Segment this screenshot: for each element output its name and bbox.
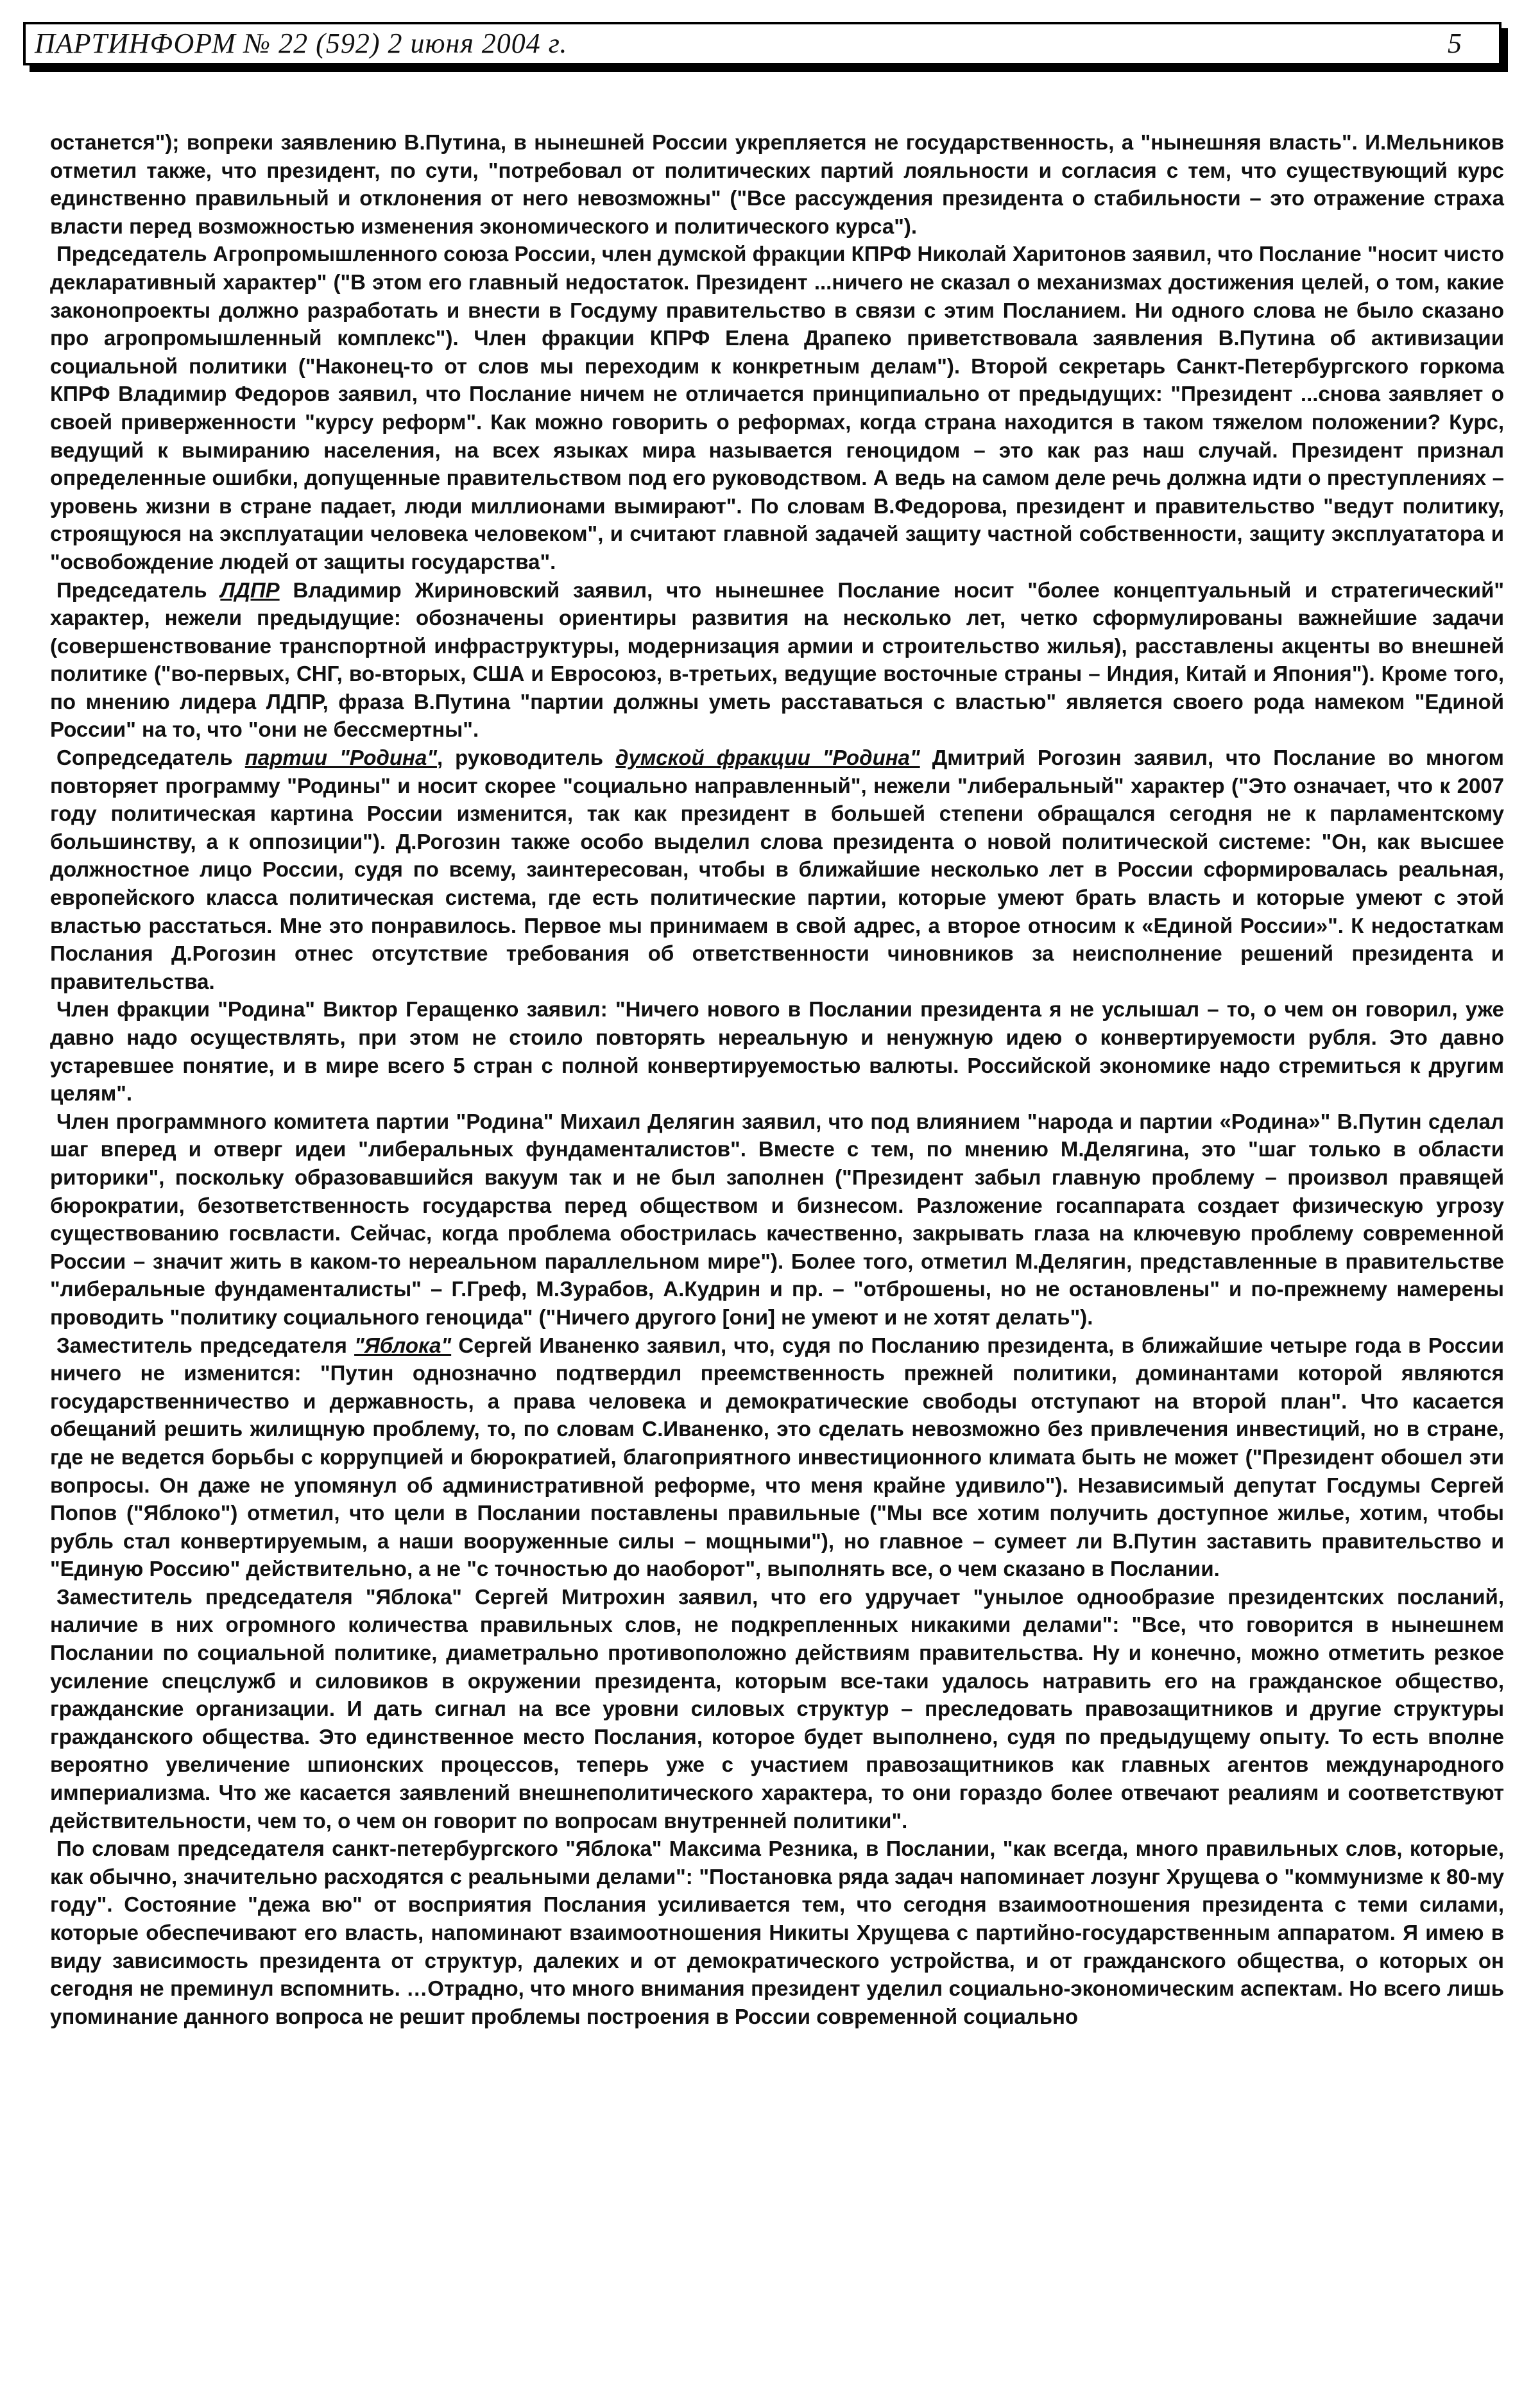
rodina-party-link[interactable]: партии "Родина" <box>244 746 437 770</box>
paragraph-gerashchenko: Член фракции "Родина" Виктор Геращенко заявил: "Ничего нового в Послании президента я не услышал – то, о чем он говорил, уже давно надо осуществлять, при этом не стоило повторять нереальную и ненужную идею о конвертируемости рубля. Это давно устаревшее понятие, и в мире всего 5 стран с полной конвертируемостью валюты. Российской экономике надо стремиться к другим целям". <box>50 997 1504 1106</box>
paragraph-delyagin: Член программного комитета партии "Родина" Михаил Делягин заявил, что под влиянием "народа и партии «Родина»" В.Путин сделал шаг вперед и отверг идеи "либеральных фундаменталистов". Вместе с тем, по мнению М.Делягина, это "шаг только в области риторики", поскольку образовавшийся вакуум так и не был заполнен ("Президент забыл главную проблему – произвол правящей бюрократии, безответственность государства перед обществом и бизнесом. Разложение госаппарата создает физическую угрозу существованию госвласти. Сейчас, когда проблема обострилась качественно, закрывать глаза на ключевую проблему современной России – значит жить в каком-то нереальном параллельном мире"). Более того, отметил М.Делягин, представленные в правительстве "либеральные фундаменталисты" – Г.Греф, М.Зурабов, А.Кудрин и пр. – "отброшены, но не остановлены" и по-прежнему намерены проводить "политику социального геноцида" ("Ничего другого [они] не умеют и не хотят делать"). <box>50 1109 1504 1329</box>
rodina-faction-link[interactable]: думской фракции "Родина" <box>615 746 920 770</box>
yabloko-link[interactable]: "Яблока" <box>354 1333 452 1357</box>
paragraph-reznik: По словам председателя санкт-петербургского "Яблока" Максима Резника, в Послании, "как всегда, много правильных слов, которые, как обычно, значительно расходятся с реальными делами": "Постановка ряда задач напоминает лозунг Хрущева о "коммунизме к 80-му году". Состояние "дежа вю" от восприятия Послания усиливается тем, что сегодня взаимоотношения президента с теми силами, которые обеспечивают его власть, напоминают взаимоотношения Никиты Хрущева с партийно-государственным аппаратом. Я имею в виду зависимость президента от структур, далеких и от демократического устройства, и от гражданского общества, о которых он сегодня не преминул вспомнить. …Отрадно, что много внимания президент уделил социально-экономическим аспектам. Но всего лишь упоминание данного вопроса не решит проблемы построения в России современной социально <box>50 1837 1504 2028</box>
paragraph-rodina-rogozin: Сопредседатель партии "Родина", руководитель думской фракции "Родина" Дмитрий Рогозин заявил, что Послание во многом повторяет программу "Родины" и носит скорее "социально направленный", нежели "либеральный" характер ("Это означает, что к 2007 году политическая картина России изменится, так как президент в большей степени обращался сегодня не к парламентскому большинству, а к оппозиции"). Д.Рогозин также особо выделил слова президента о новой политической системе: "Он, как высшее должностное лицо России, судя по всему, заинтересован, чтобы в ближайшие несколько лет в России сформировалась реальная, европейского класса политическая система, где есть политические партии, которые умеют брать власть и которые умеют с этой властью расстаться. Мне это понравилось. Первое мы принимаем в свой адрес, а второе относим к «Единой России»". К недостаткам Послания Д.Рогозин отнес отсутствие требования об ответственности чиновников за неисполнение решений президента и правительства. <box>50 746 1504 993</box>
article-body <box>50 128 1504 2030</box>
page-number: 5 <box>1448 28 1462 59</box>
paragraph-kprf: Председатель Агропромышленного союза России, член думской фракции КПРФ Николай Харитонов заявил, что Послание "носит чисто декларативный характер" ("В этом его главный недостаток. Президент ...ничего не сказал о механизмах достижения целей, о том, какие законопроекты должно разработать и внести в Госдуму правительство в связи с этим Посланием. Ни одного слова не было сказано про агропромышленный комплекс"). Член фракции КПРФ Елена Драпеко приветствовала заявления В.Путина об активизации социальной политики ("Наконец-то от слов мы переходим к конкретным делам"). Второй секретарь Санкт-Петербургского горкома КПРФ Владимир Федоров заявил, что Послание ничем не отличается принципиально от предыдущих: "Президент ...снова заявляет о своей приверженности "курсу реформ". Как можно говорить о реформах, когда страна находится в таком тяжелом положении? Курс, ведущий к вымиранию населения, на всех языках мира называется геноцидом – это как раз наш случай. Президент признал определенные ошибки, допущенные правительством под его руководством. А ведь на самом деле речь должна идти о преступлениях – уровень жизни в стране падает, люди миллионами вымирают". По словам В.Федорова, президент и правительство "ведут политику, строящуюся на эксплуатации человека человеком", и считают главной задачей защиту частной собственности, защиту эксплуататора и "освобождение людей от защиты государства". <box>50 242 1504 574</box>
paragraph-continuation: останется"); вопреки заявлению В.Путина, в нынешней России укрепляется не государственность, а "нынешняя власть". И.Мельников отметил также, что президент, по сути, "потребовал от политических партий лояльности и согласия с тем, что существующий курс единственно правильный и отклонения от него невозможны" ("Все рассуждения президента о стабильности – это отражение страха власти перед возможностью изменения экономического и политического курса"). <box>50 130 1504 238</box>
page-header <box>23 22 1502 65</box>
paragraph-ldpr: Председатель ЛДПР Владимир Жириновский заявил, что нынешнее Послание носит "более концептуальный и стратегический" характер, нежели предыдущие: обозначены ориентиры развития на несколько лет, четко сформулированы важнейшие задачи (совершенствование транспортной инфраструктуры, модернизация армии и строительство жилья), расставлены акценты во внешней политике ("во-первых, СНГ, во-вторых, США и Евросоюз, в-третьих, ведущие восточные страны – Индия, Китай и Япония"). Кроме того, по мнению лидера ЛДПР, фраза В.Путина "партии должны уметь расставаться с властью" является своего рода намеком "Единой России" на то, что "они не бессмертны". <box>50 578 1505 742</box>
paragraph-ivanenko: Заместитель председателя "Яблока" Сергей Иваненко заявил, что, судя по Посланию президента, в ближайшие четыре года в России ничего не изменится: "Путин однозначно подтвердил преемственность прежней политики, доминантами которой являются государственничество и державность, а права человека и демократические свободы отступают на второй план". Что касается обещаний решить жилищную проблему, то, по словам С.Иваненко, это сделать невозможно без привлечения инвестиций, но в стране, где не ведется борьбы с коррупцией и бюрократией, благоприятного инвестиционного климата быть не может ("Президент обошел эти вопросы. Он даже не упомянул об административной реформе, что меня крайне удивило"). Независимый депутат Госдумы Сергей Попов ("Яблоко") отметил, что цели в Послании поставлены правильные ("Мы все хотим получить доступное жилье, хотим, чтобы рубль стал конвертируемым, а наши вооруженные силы – мощными"), но главное – сумеет ли В.Путин заставить правительство и "Единую Россию" действительно, а не "с точностью до наоборот", выполнять все, о чем сказано в Послании. <box>50 1333 1504 1581</box>
ldpr-link[interactable]: ЛДПР <box>220 578 280 602</box>
newspaper-title: ПАРТИНФОРМ № 22 (592) 2 июня 2004 г. <box>35 28 568 59</box>
paragraph-mitrokhin: Заместитель председателя "Яблока" Сергей Митрохин заявил, что его удручает "унылое однообразие президентских посланий, наличие в них огромного количества правильных слов, не подкрепленных никакими делами": "Все, что говорится в нынешнем Послании по социальной политике, диаметрально противоположно действиям правительства. Ну и конечно, можно отметить резкое усиление спецслужб и силовиков в окружении президента, которым все-таки удалось натравить его на гражданское общество, гражданские организации. И дать сигнал на все уровни силовых структур – преследовать правозащитников и другие структуры гражданского общества. Это единственное место Послания, которое будет выполнено, судя по предыдущему опыту. То есть вполне вероятно увеличение шпионских процессов, теперь уже с участием правозащитников как главных агентов международного империализма. Что же касается заявлений внешнеполитического характера, то они гораздо более отвечают реалиям и соответствуют действительности, чем то, о чем он говорит по вопросам внутренней политики". <box>50 1584 1504 1833</box>
